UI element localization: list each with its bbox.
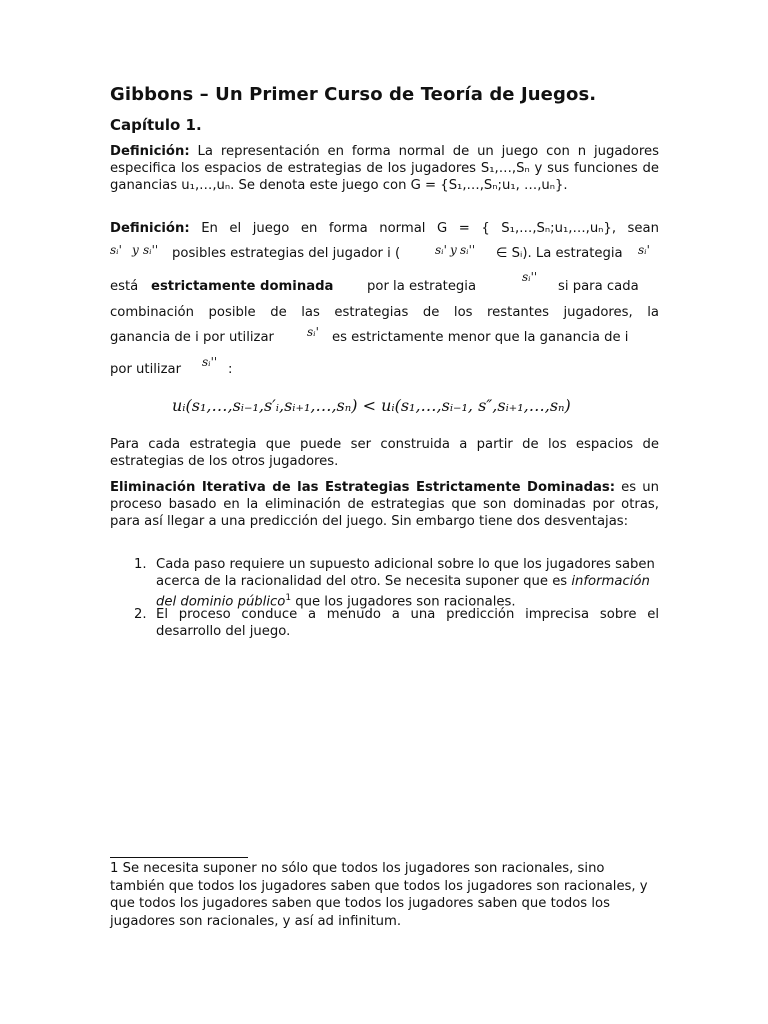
list-item-text: El proceso conduce a menudo a una predicción imprecisa sobre el desarrollo del juego. xyxy=(156,607,659,639)
definition-1 xyxy=(110,143,659,194)
elimination-text: es un proceso basado en la eliminación de estrategias que son dominadas por otras, para así llegar a una predicción del juego. Sin embargo tiene dos desventajas: xyxy=(110,480,659,529)
definition-2-text-5b: es estrictamente menor que la ganancia de i xyxy=(332,330,629,345)
s-double-prime-symbol-4: sᵢ'' xyxy=(202,355,218,369)
definition-2-text-3a: está xyxy=(110,279,139,294)
definition-1-text: La representación en forma normal de un juego con n jugadores especifica los espacios de estrategias de los jugadores S₁,…,Sₙ y sus funciones de ganancias u₁,…,uₙ. Se denota este juego con G = {S₁,…,Sₙ;u₁, …,uₙ}. xyxy=(110,144,659,193)
definition-1-label: Definición: xyxy=(110,144,190,159)
footnote: 1 Se necesita suponer no sólo que todos los jugadores son racionales, sino también que todos los jugadores saben que todos los jugadores son racionales, y que todos los jugadores saben que todos los jugadores saben que todos los jugadores son racionales, y así ad infinitum. xyxy=(110,861,648,929)
definition-2-text-2a: posibles estrategias del jugador i ( xyxy=(172,246,401,261)
definition-2-text-1: En el juego en forma normal G = { S₁,…,Sₙ;u₁,…,uₙ}, sean xyxy=(201,221,659,236)
s-prime-symbol-4: sᵢ' xyxy=(307,325,319,339)
s-double-prime-symbol-3: sᵢ'' xyxy=(522,270,538,284)
s-prime-symbol: sᵢ' xyxy=(110,243,122,257)
definition-2-text-3b: por la estrategia xyxy=(367,279,477,294)
definition-2-line-4: combinación posible de las estrategias de los restantes jugadores, la xyxy=(110,305,659,320)
list-item-number: 2. xyxy=(134,607,147,622)
y-symbol: y xyxy=(132,243,139,257)
s-double-prime-symbol-2: sᵢ'' xyxy=(460,243,476,257)
definition-2-text-5a: ganancia de i por utilizar xyxy=(110,330,274,345)
footnote-ref: 1 xyxy=(285,593,292,603)
public-domain-term: información del dominio público xyxy=(156,574,650,610)
document-title: Gibbons – Un Primer Curso de Teoría de Juegos. xyxy=(110,84,597,105)
list-item-number: 1. xyxy=(134,557,147,572)
dominance-formula: uᵢ(s₁,…,sᵢ₋₁,s′ᵢ,sᵢ₊₁,…,sₙ) < uᵢ(s₁,…,sᵢ₋₁, s″,sᵢ₊₁,…,sₙ) xyxy=(172,396,571,415)
s-double-prime-symbol: sᵢ'' xyxy=(143,243,159,257)
s-prime-symbol-3: sᵢ' xyxy=(638,243,650,257)
footnote-separator xyxy=(110,857,248,858)
list-item-text: Cada paso requiere un supuesto adicional sobre lo que los jugadores saben acerca de la racionalidad del otro. Se necesita suponer que es información del dominio público$^1$ que los jugadores son racionales. xyxy=(156,557,655,610)
definition-2-line-1 xyxy=(110,221,659,236)
s-prime-symbol-2: sᵢ' xyxy=(435,243,447,257)
definition-2-text-6a: por utilizar xyxy=(110,362,181,377)
strictly-dominated-term: estrictamente dominada xyxy=(151,279,334,294)
elimination-label: Eliminación Iterativa de las Estrategias Estrictamente Dominadas: xyxy=(110,480,616,495)
elimination-paragraph xyxy=(110,479,659,530)
chapter-heading: Capítulo 1. xyxy=(110,116,202,134)
y-symbol-2: y xyxy=(450,243,457,257)
definition-2-text-3c: si para cada xyxy=(558,279,639,294)
definition-2-text-2b: ∈ Sᵢ). La estrategia xyxy=(496,246,623,261)
definition-2-text-6b: : xyxy=(228,362,233,377)
definition-2-label: Definición: xyxy=(110,221,190,236)
paragraph-strategies: Para cada estrategia que puede ser construida a partir de los espacios de estrategias de los otros jugadores. xyxy=(110,437,659,469)
